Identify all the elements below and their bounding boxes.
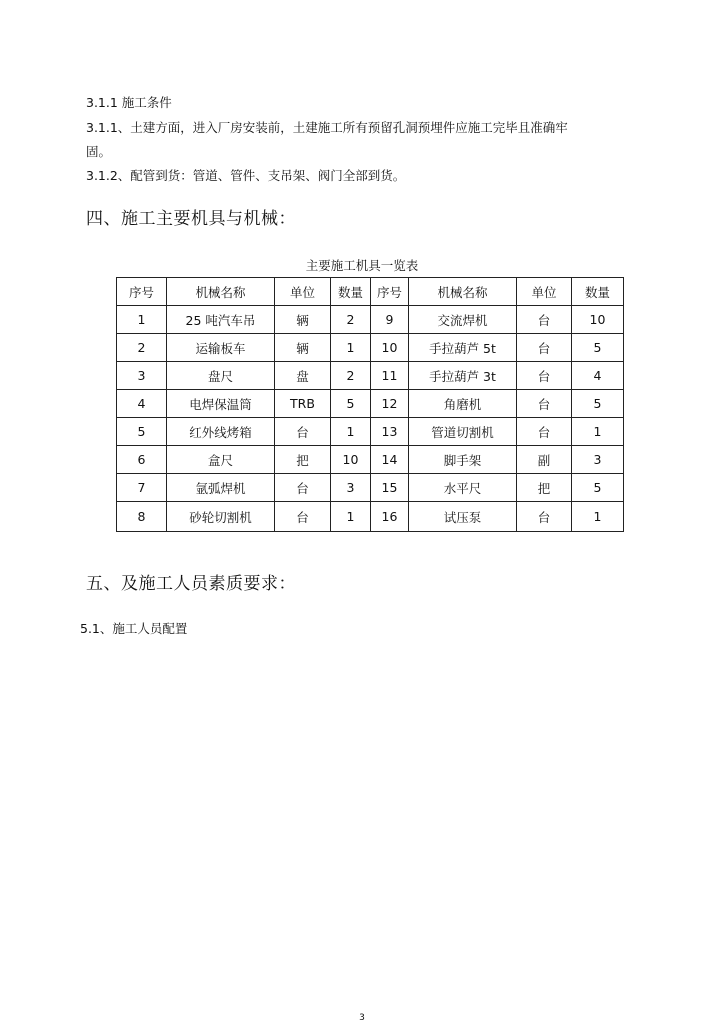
table-cell: 砂轮切割机 (167, 502, 275, 532)
table-cell: 25 吨汽车吊 (167, 306, 275, 334)
table-cell: 5 (117, 418, 167, 446)
table-cell: 盘尺 (167, 362, 275, 390)
table-cell: 10 (331, 446, 371, 474)
header-cell: 序号 (371, 278, 409, 306)
table-cell: TRB (275, 390, 331, 418)
header-cell: 数量 (331, 278, 371, 306)
table-row (117, 390, 624, 418)
equipment-table (116, 277, 624, 532)
header-cell: 数量 (572, 278, 624, 306)
header-cell: 机械名称 (167, 278, 275, 306)
table-cell: 手拉葫芦 5t (409, 334, 517, 362)
section-4-heading: 四、施工主要机具与机械： (86, 209, 296, 229)
table-cell: 盒尺 (167, 446, 275, 474)
table-cell: 16 (371, 502, 409, 532)
table-cell: 手拉葫芦 3t (409, 362, 517, 390)
table-cell: 2 (117, 334, 167, 362)
table-cell: 台 (275, 502, 331, 532)
table-cell: 辆 (275, 306, 331, 334)
section-3-1-1-title: 3.1.1 施工条件 (86, 95, 172, 110)
table-cell: 10 (371, 334, 409, 362)
table-row (117, 474, 624, 502)
table-cell: 5 (572, 334, 624, 362)
table-cell: 7 (117, 474, 167, 502)
table-cell: 试压泵 (409, 502, 517, 532)
table-cell: 1 (572, 502, 624, 532)
table-cell: 把 (517, 474, 572, 502)
table-cell: 辆 (275, 334, 331, 362)
paragraph-3-1-1-1-line2: 固。 (86, 144, 112, 159)
table-caption: 主要施工机具一览表 (305, 258, 419, 273)
table-cell: 副 (517, 446, 572, 474)
table-row (117, 446, 624, 474)
table-row (117, 418, 624, 446)
table-cell: 台 (517, 418, 572, 446)
table-cell: 6 (117, 446, 167, 474)
paragraph-3-1-1-1-line1: 3.1.1、土建方面，进入厂房安装前，土建施工所有预留孔洞预埋件应施工完毕且准确牢 (86, 120, 568, 135)
table-cell: 1 (572, 418, 624, 446)
table-cell: 8 (117, 502, 167, 532)
table-cell: 3 (117, 362, 167, 390)
table-cell: 台 (517, 362, 572, 390)
table-cell: 1 (331, 502, 371, 532)
table-cell: 角磨机 (409, 390, 517, 418)
table-header-row (117, 278, 624, 306)
table-row (117, 502, 624, 532)
table-cell: 2 (331, 306, 371, 334)
header-cell: 机械名称 (409, 278, 517, 306)
table-cell: 11 (371, 362, 409, 390)
table-cell: 1 (331, 418, 371, 446)
table-cell: 盘 (275, 362, 331, 390)
table-cell: 交流焊机 (409, 306, 517, 334)
table-cell: 5 (572, 390, 624, 418)
table-cell: 台 (517, 334, 572, 362)
section-5-heading: 五、及施工人员素质要求： (86, 574, 296, 594)
table-cell: 台 (517, 390, 572, 418)
table-cell: 15 (371, 474, 409, 502)
table-cell: 水平尺 (409, 474, 517, 502)
table-cell: 台 (275, 418, 331, 446)
table-cell: 台 (517, 502, 572, 532)
table-cell: 台 (517, 306, 572, 334)
header-cell: 单位 (517, 278, 572, 306)
table-cell: 1 (331, 334, 371, 362)
table-cell: 4 (117, 390, 167, 418)
table-cell: 12 (371, 390, 409, 418)
header-cell: 序号 (117, 278, 167, 306)
table-cell: 13 (371, 418, 409, 446)
section-5-1-title: 5.1、施工人员配置 (80, 621, 188, 636)
table-cell: 运输板车 (167, 334, 275, 362)
table-cell: 电焊保温筒 (167, 390, 275, 418)
table-cell: 9 (371, 306, 409, 334)
table-cell: 把 (275, 446, 331, 474)
table-cell: 5 (572, 474, 624, 502)
table-cell: 4 (572, 362, 624, 390)
table-cell: 台 (275, 474, 331, 502)
table-cell: 脚手架 (409, 446, 517, 474)
table-cell: 5 (331, 390, 371, 418)
table-cell: 管道切割机 (409, 418, 517, 446)
table-cell: 10 (572, 306, 624, 334)
table-row (117, 306, 624, 334)
page-number: 3 (359, 1013, 365, 1023)
table-row (117, 334, 624, 362)
table-cell: 14 (371, 446, 409, 474)
table-row (117, 362, 624, 390)
paragraph-3-1-2: 3.1.2、配管到货：管道、管件、支吊架、阀门全部到货。 (86, 168, 406, 183)
header-cell: 单位 (275, 278, 331, 306)
table-cell: 3 (572, 446, 624, 474)
table-cell: 氩弧焊机 (167, 474, 275, 502)
table-cell: 1 (117, 306, 167, 334)
table-cell: 2 (331, 362, 371, 390)
table-cell: 3 (331, 474, 371, 502)
table-cell: 红外线烤箱 (167, 418, 275, 446)
